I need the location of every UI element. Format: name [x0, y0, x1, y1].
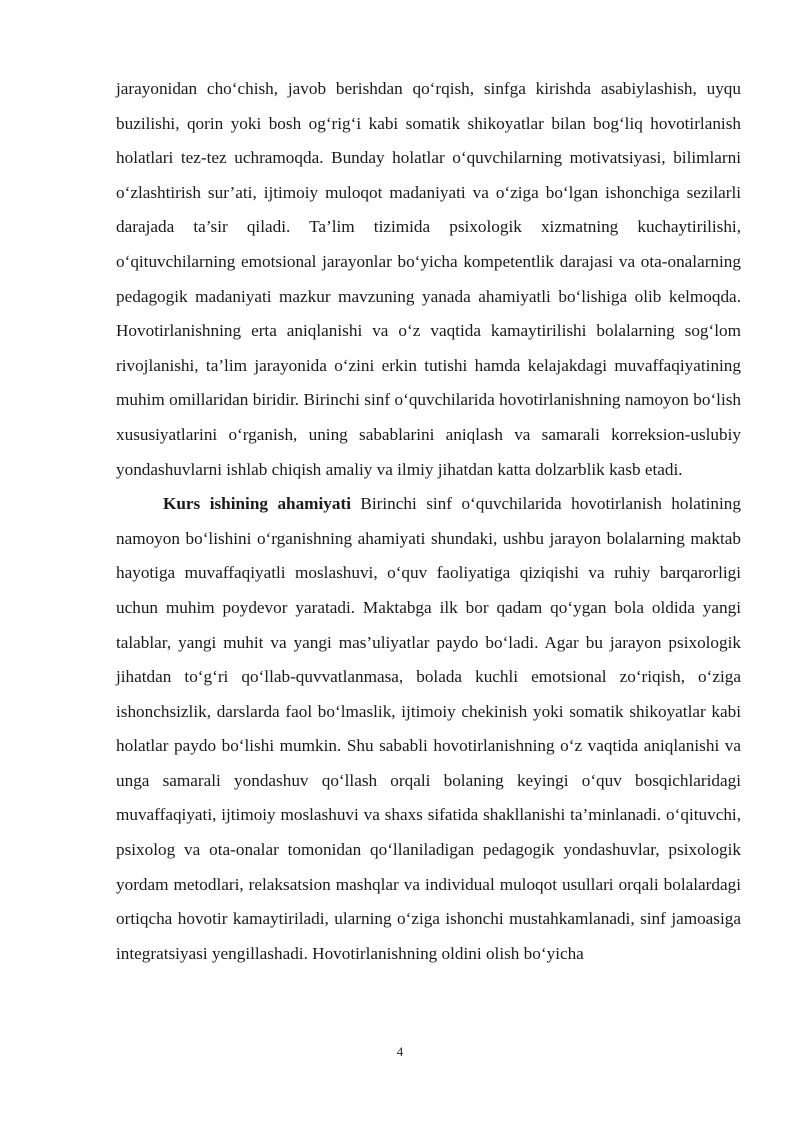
body-text — [116, 72, 741, 971]
paragraph-1: jarayonidan cho‘chish, javob berishdan qo‘rqish, sinfga kirishda asabiylashish, uyqu buzilishi, qorin yoki bosh og‘rig‘i kabi somatik shikoyatlar bilan bog‘liq hovotirlanish holatlari tez-tez uchramoqda. Bunday holatlar o‘quvchilarning motivatsiyasi, bilimlarni o‘zlashtirish sur’ati, ijtimoiy muloqot madaniyati va o‘ziga bo‘lgan ishonchiga sezilarli darajada ta’sir qiladi. Ta’lim tizimida psixologik xizmatning kuchaytirilishi, o‘qituvchilarning emotsional jarayonlar bo‘yicha kompetentlik darajasi va ota-onalarning pedagogik madaniyati mazkur mavzuning yanada ahamiyatli bo‘lishiga olib kelmoqda. Hovotirlanishning erta aniqlanishi va o‘z vaqtida kamaytirilishi bolalarning sog‘lom rivojlanishi, ta’lim jarayonida o‘zini erkin tutishi hamda kelajakdagi muvaffaqiyatining muhim omillaridan biridir. Birinchi sinf o‘quvchilarida hovotirlanishning namoyon bo‘lish xususiyatlarini o‘rganish, uning sabablarini aniqlash va samarali korreksion-uslubiy yondashuvlarni ishlab chiqish amaliy va ilmiy jihatdan katta dolzarblik kasb etadi. — [116, 79, 741, 479]
page-number: 4 — [396, 1044, 404, 1059]
section-heading: Kurs ishining ahamiyati — [163, 494, 351, 514]
paragraph-2-body: Birinchi sinf o‘quvchilarida hovotirlanish holatining namoyon bo‘lishini o‘rganishning ahamiyati shundaki, ushbu jarayon bolalarning maktab hayotiga muvaffaqiyatli moslashuvi, o‘quv faoliyatiga qiziqishi va ruhiy barqarorligi uchun muhim poydevor yaratadi. Maktabga ilk bor qadam qo‘ygan bola oldida yangi talablar, yangi muhit va yangi mas’uliyatlar paydo bo‘ladi. Agar bu jarayon psixologik jihatdan to‘g‘ri qo‘llab-quvvatlanmasa, bolada kuchli emotsional zo‘riqish, o‘ziga ishonchsizlik, darslarda faol bo‘lmaslik, ijtimoiy chekinish yoki somatik shikoyatlar kabi holatlar paydo bo‘lishi mumkin. Shu sababli hovotirlanishning o‘z vaqtida aniqlanishi va unga samarali yondashuv qo‘llash orqali bolaning keyingi o‘quv bosqichlaridagi muvaffaqiyati, ijtimoiy moslashuvi va shaxs sifatida shakllanishi ta’minlanadi. o‘qituvchi, psixolog va ota-onalar tomonidan qo‘llaniladigan pedagogik yondashuvlar, psixologik yordam metodlari, relaksatsion mashqlar va individual muloqot usullari orqali bolalardagi ortiqcha hovotir kamaytiriladi, ularning o‘ziga ishonchi mustahkamlanadi, sinf jamoasiga integratsiyasi yengillashadi. Hovotirlanishning oldini olish bo‘yicha — [116, 494, 741, 963]
paragraph-2 — [116, 487, 741, 971]
